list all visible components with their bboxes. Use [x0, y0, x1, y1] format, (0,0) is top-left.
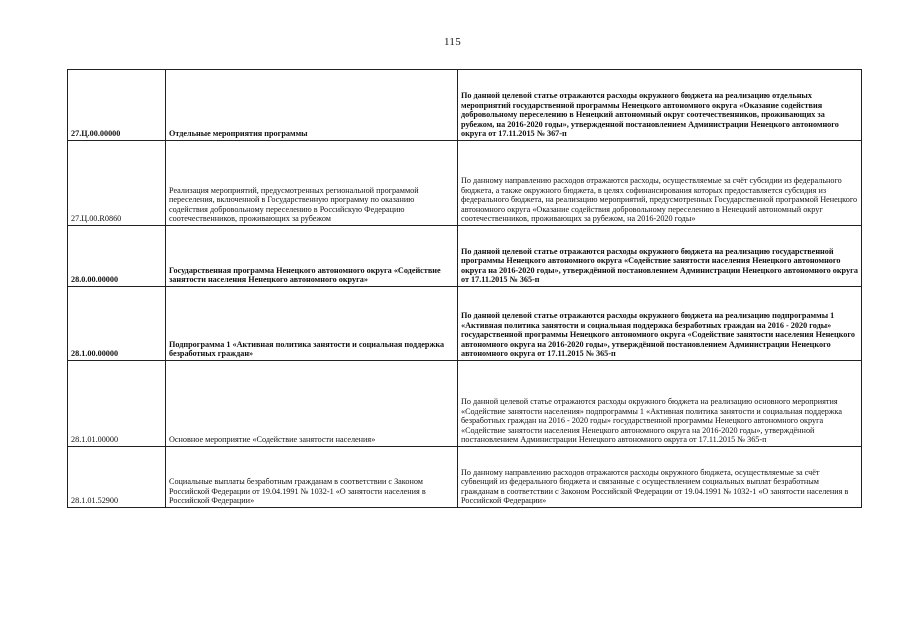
table-row [68, 287, 862, 361]
table-row [68, 141, 862, 226]
target-article-name: Отдельные мероприятия программы [166, 70, 458, 141]
table-row [68, 70, 862, 141]
table-row [68, 447, 862, 508]
target-article-description: По данной целевой статье отражаются расходы окружного бюджета на реализацию основного мероприятия «Содействие занятости населения» подпрограммы 1 «Активная политика занятости и социальная поддержка безработных граждан на 2016 - 2020 годы» государственной программы Ненецкого автономного округа «Содействие занятости населения Ненецкого автономного округа на 2016-2020 годы», утверждённой постановлением Администрации Ненецкого автономного округа от 17.11.2015 № 365-п [458, 361, 862, 447]
target-article-name: Государственная программа Ненецкого автономного округа «Содействие занятости населения Ненецкого автономного округа» [166, 226, 458, 287]
target-article-description: По данной целевой статье отражаются расходы окружного бюджета на реализацию подпрограммы 1 «Активная политика занятости и социальная поддержка безработных граждан на 2016 - 2020 годы» государственной программы Ненецкого автономного округа «Содействие занятости населения Ненецкого автономного округа на 2016-2020 годы», утверждённой постановлением Администрации Ненецкого автономного округа от 17.11.2015 № 365-п [458, 287, 862, 361]
target-article-code: 28.1.01.52900 [68, 447, 166, 508]
table-row [68, 361, 862, 447]
table-row [68, 226, 862, 287]
target-article-code: 28.1.01.00000 [68, 361, 166, 447]
target-article-code: 28.0.00.00000 [68, 226, 166, 287]
target-article-description: По данной целевой статье отражаются расходы окружного бюджета на реализацию государственной программы Ненецкого автономного округа «Содействие занятости населения Ненецкого автономного округа на 2016-2020 годы», утверждённой постановлением Администрации Ненецкого автономного округа от 17.11.2015 № 365-п [458, 226, 862, 287]
target-article-description: По данному направлению расходов отражаются расходы, осуществляемые за счёт субсидии из федерального бюджета, а также окружного бюджета, в целях софинансирования которых предоставляется субсидия из федерального бюджета, на реализацию мероприятий, предусмотренных Государственной программой Ненецкого автономного округа «Оказание содействия добровольному переселению в Ненецкий автономный округ соотечественников, проживающих за рубежом, на 2016-2020 годы» [458, 141, 862, 226]
target-article-name: Социальные выплаты безработным гражданам в соответствии с Законом Российской Федерации от 19.04.1991 № 1032-1 «О занятости населения в Российской Федерации» [166, 447, 458, 508]
page-number: 115 [444, 36, 461, 48]
target-article-name: Основное мероприятие «Содействие занятости населения» [166, 361, 458, 447]
target-article-code: 27.Ц.00.R0860 [68, 141, 166, 226]
target-article-description: По данному направлению расходов отражаются расходы окружного бюджета, осуществляемые за счёт субвенций из федерального бюджета и связанные с осуществлением социальных выплат безработным гражданам в соответствии с Законом Российской Федерации от 19.04.1991 № 1032-1 «О занятости населения в Российской Федерации» [458, 447, 862, 508]
target-article-description: По данной целевой статье отражаются расходы окружного бюджета на реализацию отдельных мероприятий государственной программы Ненецкого автономного округа «Оказание содействия добровольному переселению в Ненецкий автономный округ соотечественников, проживающих за рубежом, на 2016-2020 годы», утвержденной постановлением Администрации Ненецкого автономного округа от 17.11.2015 № 367-п [458, 70, 862, 141]
budget-classification-table [67, 69, 862, 508]
target-article-code: 27.Ц.00.00000 [68, 70, 166, 141]
target-article-name: Подпрограмма 1 «Активная политика занятости и социальная поддержка безработных граждан» [166, 287, 458, 361]
target-article-code: 28.1.00.00000 [68, 287, 166, 361]
target-article-name: Реализация мероприятий, предусмотренных региональной программой переселения, включенной в Государственную программу по оказанию содействия добровольному переселению в Российскую Федерацию соотечественников, проживающих за рубежом [166, 141, 458, 226]
